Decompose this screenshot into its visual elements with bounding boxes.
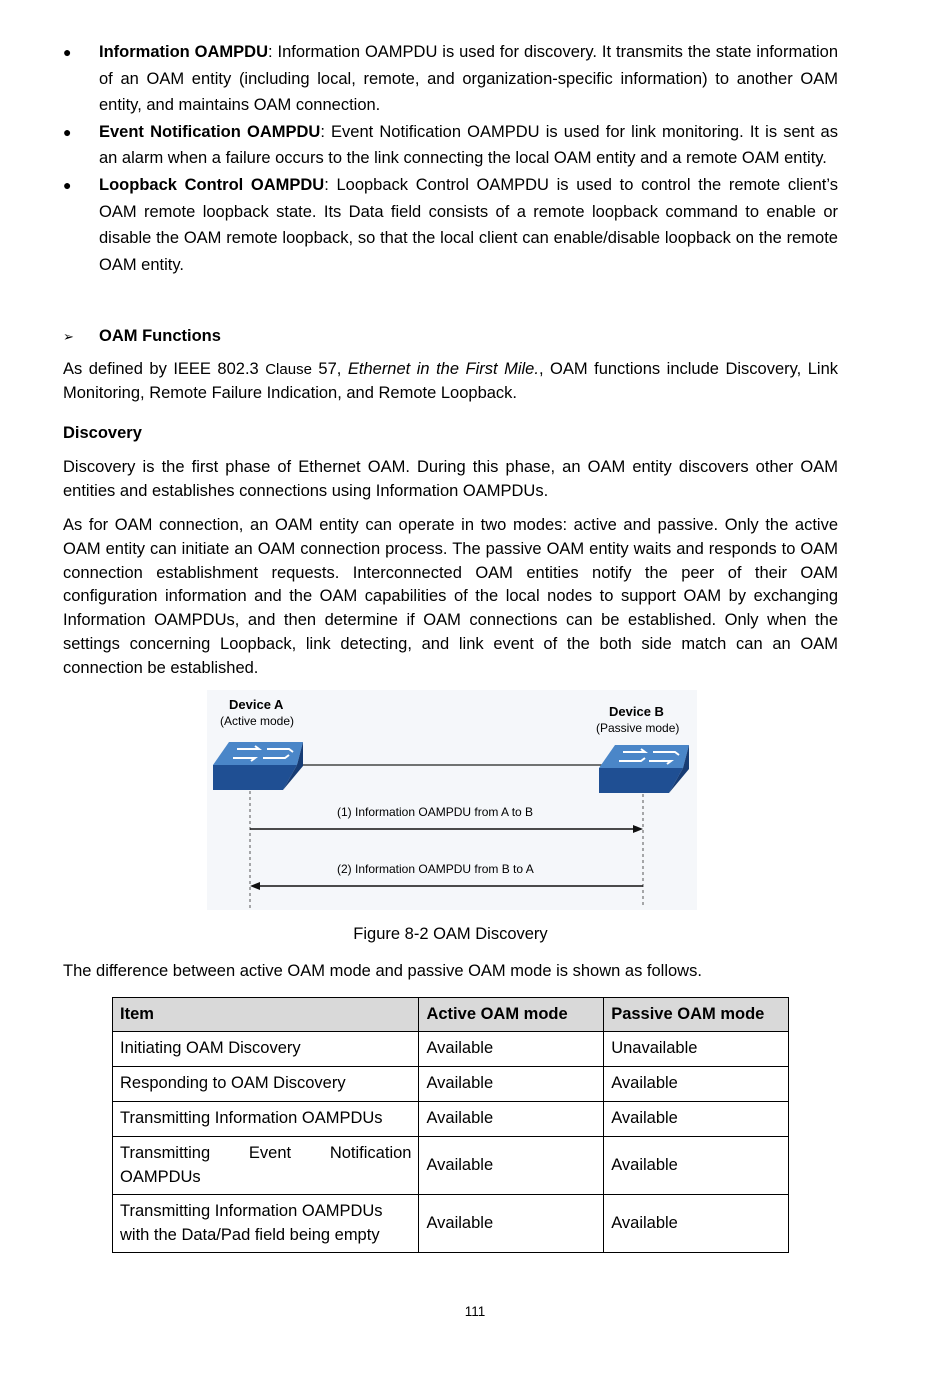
table-row (113, 1067, 789, 1102)
message-2-label: (2) Information OAMPDU from B to A (337, 862, 534, 876)
table-row (113, 1137, 789, 1195)
table-cell: Transmitting Information OAMPDUs (113, 1102, 419, 1137)
table-cell: Available (604, 1067, 789, 1102)
table-row (113, 1032, 789, 1067)
table-cell: Transmitting Event Notification OAMPDUs (113, 1137, 419, 1195)
device-a-mode: (Active mode) (220, 714, 295, 728)
table-intro: The difference between active OAM mode and passive OAM mode is shown as follows. (63, 962, 702, 980)
bullet-term: Loopback Control OAMPDU (99, 175, 325, 194)
oam-discovery-diagram (207, 690, 697, 910)
table-cell: Available (419, 1067, 604, 1102)
table-cell: Available (419, 1195, 604, 1253)
device-b-mode: (Passive mode) (596, 721, 680, 735)
table-cell: Available (419, 1032, 604, 1067)
device-b-label: Device B (609, 704, 664, 719)
bullet-term: Event Notification OAMPDU (99, 122, 321, 141)
table-cell: Available (604, 1137, 789, 1195)
bullet-item (63, 119, 838, 172)
device-b-switch-icon (599, 745, 689, 793)
table-cell: Transmitting Information OAMPDUs with the Data/Pad field being empty (113, 1195, 419, 1253)
oampdu-bullet-list (63, 39, 838, 278)
section-heading: ➢ OAM Functions (63, 324, 221, 349)
table-header-row (113, 998, 789, 1032)
table-cell: Available (419, 1102, 604, 1137)
discovery-heading: Discovery (63, 424, 142, 442)
bullet-text: : Information OAMPDU is used for discovery. It transmits the state information of an OAM entity (including local, remote, and organization-specific information) to another OAM entity, and maintains OAM connection. (99, 43, 838, 115)
intro-paragraph: As defined by IEEE 802.3 Clause 57, Ethernet in the First Mile., OAM functions include Discovery, Link Monitoring, Remote Failure Indication, and Remote Loopback. (63, 360, 839, 402)
column-header: Passive OAM mode (604, 998, 789, 1032)
table-cell: Available (604, 1102, 789, 1137)
discovery-paragraph-1: Discovery is the first phase of Ethernet OAM. During this phase, an OAM entity discovers other OAM entities and establishes connections using Information OAMPDUs. (63, 458, 838, 500)
table-row (113, 1195, 789, 1253)
bullet-term: Information OAMPDU (99, 43, 268, 61)
bullet-text: : Loopback Control OAMPDU is used to control the remote client’s OAM remote loopback state. Its Data field consists of a remote loopback command to enable or disable the OAM remote loopback, so that the local client can enable/disable loopback on the remote OAM entity. (99, 175, 838, 274)
table-cell: Initiating OAM Discovery (113, 1032, 419, 1067)
figure-caption: Figure 8-2 OAM Discovery (353, 925, 548, 943)
table-cell: Available (419, 1137, 604, 1195)
arrow-head-left-icon (250, 882, 260, 890)
bullet-dot-icon: ● (63, 44, 72, 60)
bullet-item (63, 172, 838, 278)
page-number: 111 (464, 1304, 486, 1319)
discovery-paragraph-2: As for OAM connection, an OAM entity can operate in two modes: active and passive. Only the active OAM entity can initiate an OAM connection process. The passive OAM entity waits and responds to OAM connection establishment requests. Interconnected OAM entities notify the peer of their OAM configuration information and the OAM capabilities of the local nodes to support OAM by exchanging Information OAMPDUs, and then determine if OAM connections can be established. Only when the settings concerning Loopback, link detecting, and link event of the both side match can an OAM connection be established. (63, 516, 838, 677)
bullet-dot-icon: ● (63, 123, 72, 140)
table-cell: Available (604, 1195, 789, 1253)
column-header: Active OAM mode (419, 998, 604, 1032)
arrow-head-right-icon (633, 825, 643, 833)
bullet-item (63, 39, 838, 119)
bullet-dot-icon: ● (63, 176, 72, 193)
table-row (113, 1102, 789, 1137)
device-a-label: Device A (229, 697, 284, 712)
table-cell: Responding to OAM Discovery (113, 1067, 419, 1102)
bullet-text: : Event Notification OAMPDU is used for link monitoring. It is sent as an alarm when a failure occurs to the link connecting the local OAM entity and a remote OAM entity. (99, 122, 838, 168)
oam-mode-comparison-table (112, 997, 789, 1253)
device-a-switch-icon (213, 742, 303, 790)
message-1-label: (1) Information OAMPDU from A to B (337, 805, 534, 819)
table-cell: Unavailable (604, 1032, 789, 1067)
column-header: Item (113, 998, 419, 1032)
arrow-bullet-icon: ➢ (63, 329, 74, 344)
oam-discovery-figure (207, 690, 697, 910)
